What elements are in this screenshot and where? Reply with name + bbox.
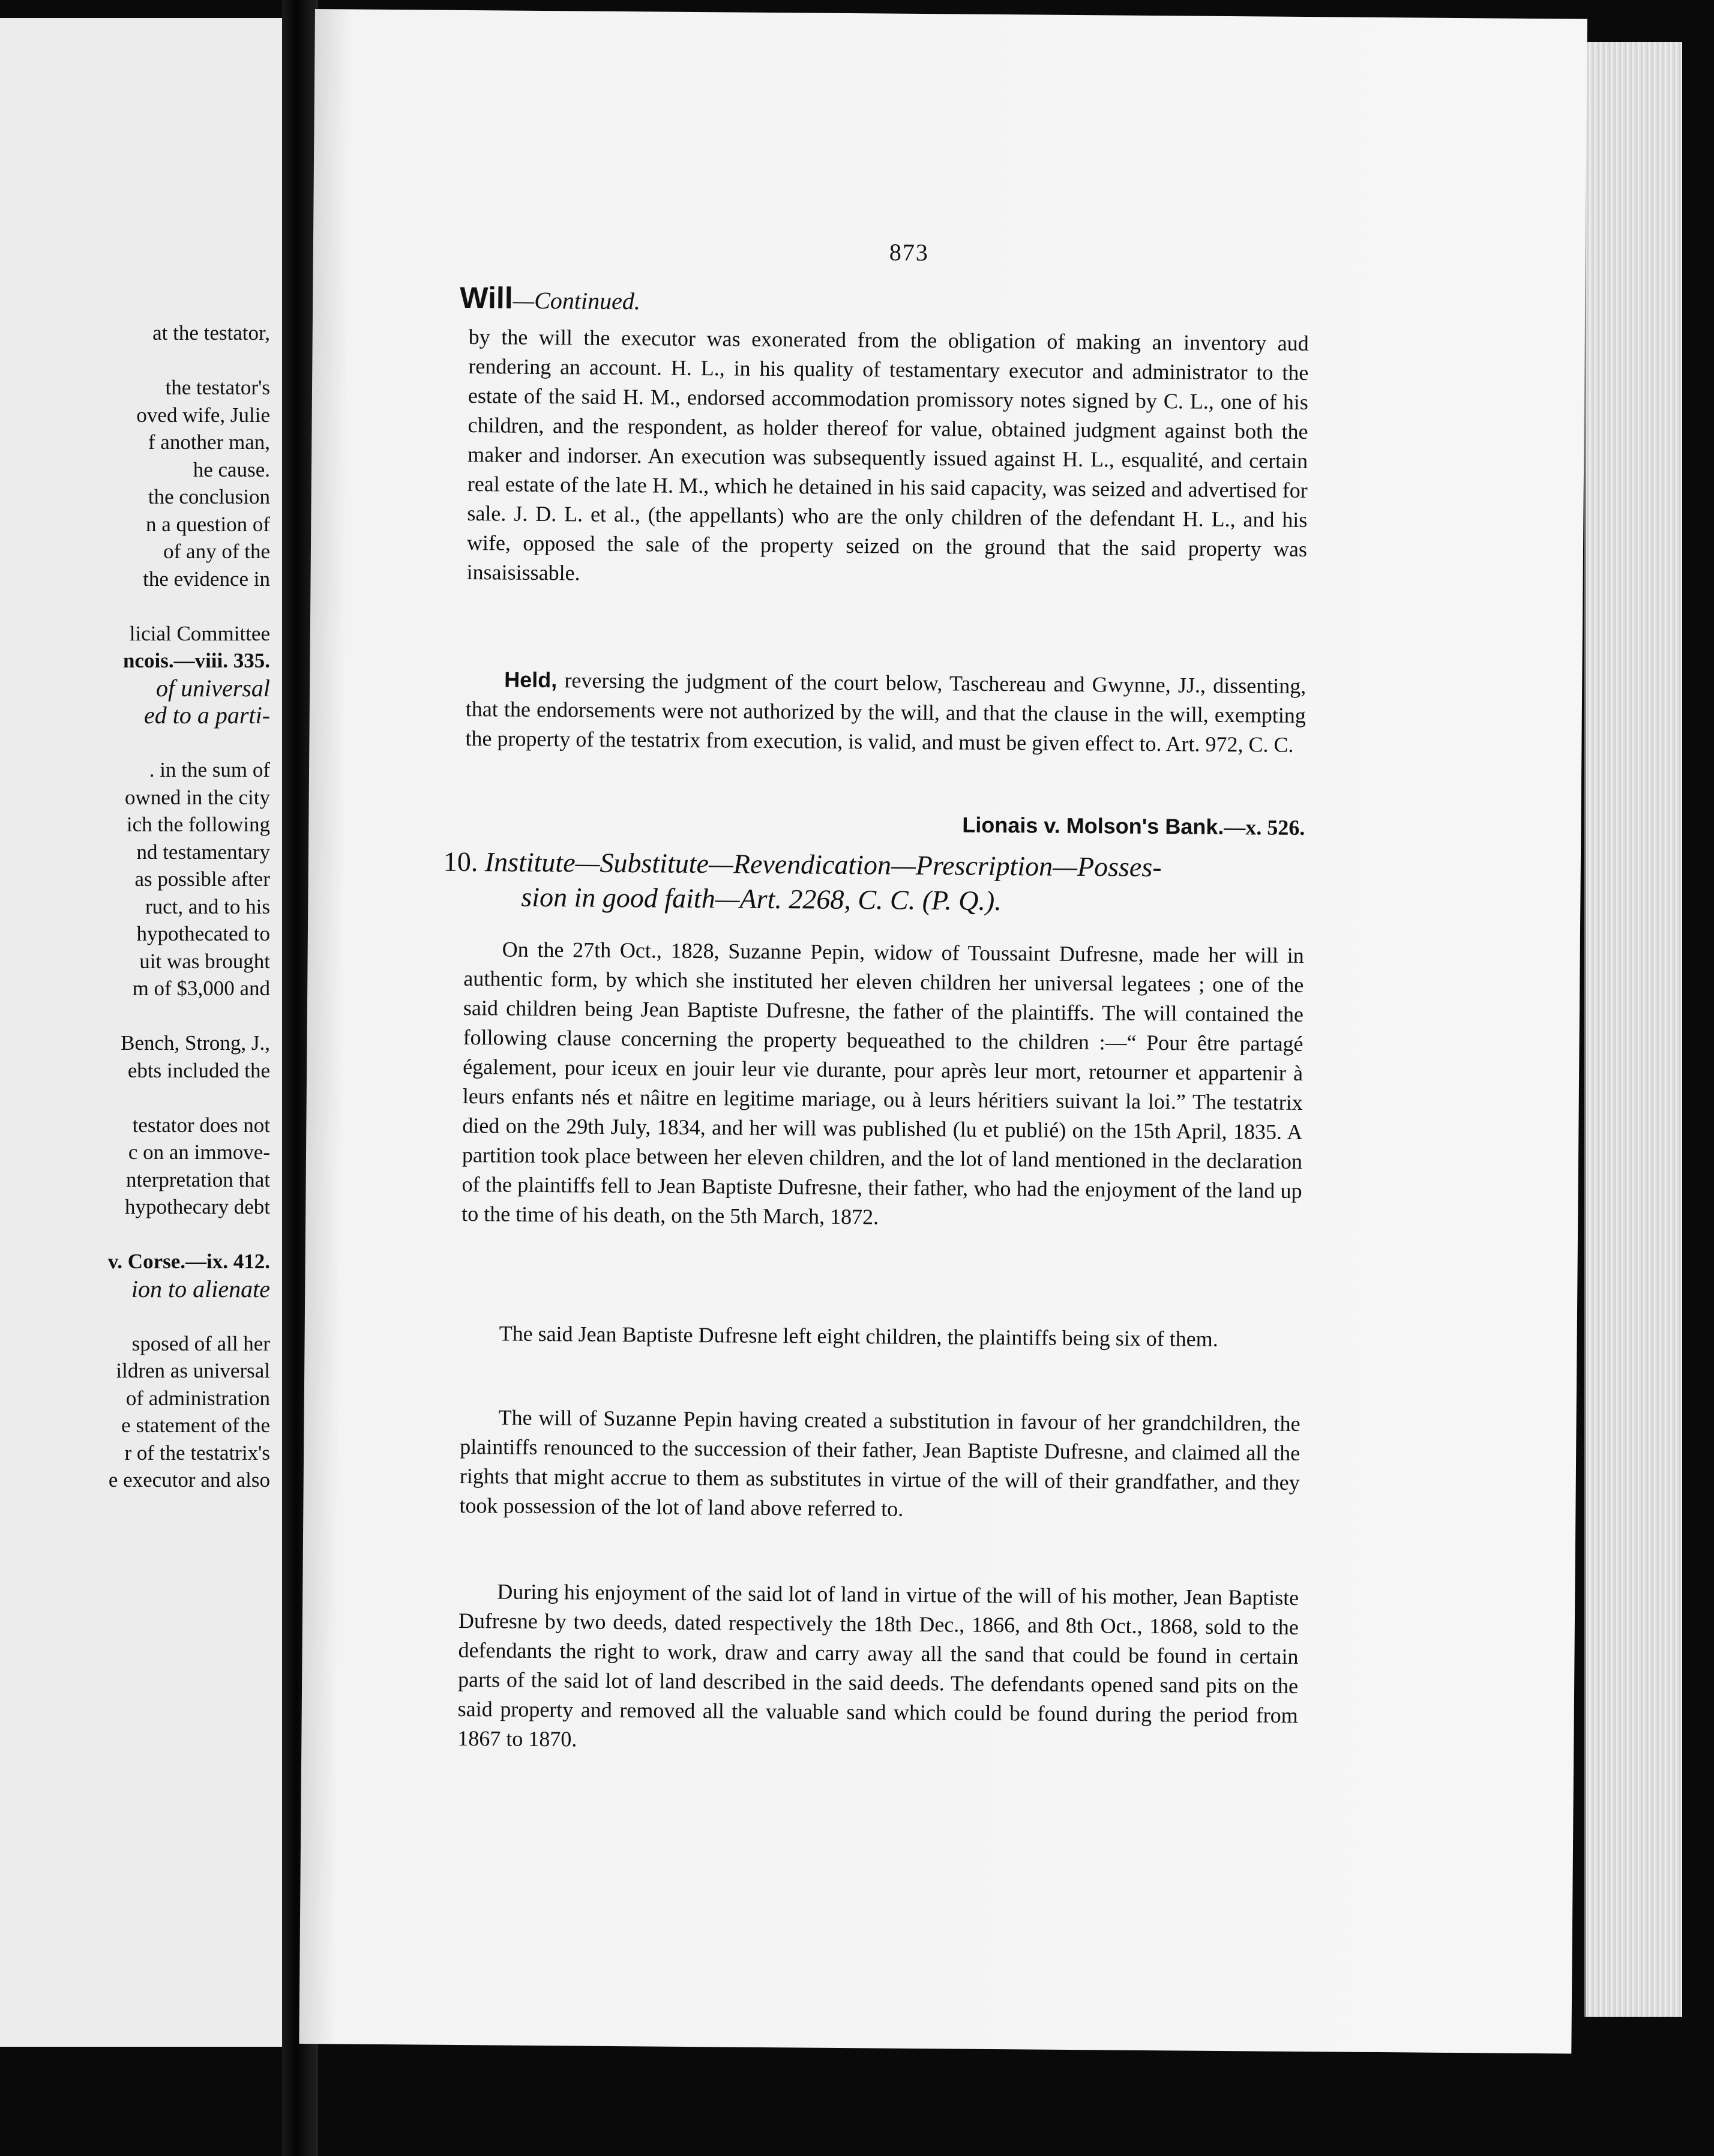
left-page-line: ncois.—viii. 335.: [122, 649, 270, 672]
case-citation: [909, 812, 1305, 840]
left-page-line: licial Committee: [129, 621, 270, 645]
left-page-line: ed to a parti-: [144, 702, 270, 729]
paragraph-substitution: The will of Suzanne Pepin having created a substitution in favour of her grandchildren, the plaintiffs renounced to the succession of their father, Jean Baptiste Dufresne, and claimed all the rights that might accrue to them as substitutes in virtue of the will of their grandfather, and they took possession of the lot of land above referred to.: [459, 1405, 1301, 1521]
left-page-line: nterpretation that: [125, 1167, 270, 1191]
left-page-line: the testator's: [165, 376, 270, 399]
page-edges: [1584, 42, 1682, 2017]
paragraph-children: The said Jean Baptiste Dufresne left eight children, the plaintiffs being six of them.: [499, 1321, 1218, 1351]
left-page-line: Bench, Strong, J.,: [121, 1031, 270, 1055]
left-page-line: owned in the city: [124, 785, 270, 809]
left-page-line: f another man,: [148, 430, 270, 454]
left-page-line: m of $3,000 and: [132, 977, 270, 1000]
left-page-line: at the testator,: [152, 321, 270, 345]
section-number: 10.: [443, 846, 478, 878]
paragraph-held: [465, 664, 1306, 760]
left-page-line: of administration: [125, 1386, 270, 1410]
left-page-line: ildren as universal: [116, 1359, 270, 1382]
left-page-line: c on an immove-: [128, 1140, 270, 1164]
running-head-word: Will: [460, 280, 513, 315]
left-page-line: of universal: [156, 674, 270, 702]
left-page-line: ion to alienate: [131, 1275, 270, 1302]
case-citation-ref: —x. 526.: [1224, 815, 1305, 840]
case-citation-name: Lionais v. Molson's Bank.: [962, 812, 1224, 839]
left-page-line: e executor and also: [108, 1468, 270, 1492]
section-heading-line-1: Institute—Substitute—Revendication—Prescription—Posses-: [484, 846, 1162, 883]
left-page-line: v. Corse.—ix. 412.: [107, 1250, 270, 1273]
left-page-line: the evidence in: [143, 567, 270, 591]
left-page-line: nd testamentary: [136, 840, 270, 864]
left-page-line: n a question of: [145, 512, 270, 536]
left-page-line: of any of the: [163, 540, 270, 563]
running-head: [460, 280, 640, 316]
left-page-line: as possible after: [134, 867, 270, 891]
left-page-line: hypothecary debt: [125, 1195, 270, 1218]
left-page-line: he cause.: [193, 457, 270, 481]
section-heading-line-2: sion in good faith—Art. 2268, C. C. (P. Q.).: [521, 881, 1002, 917]
paragraph-facts: On the 27th Oct., 1828, Suzanne Pepin, widow of Toussaint Dufresne, made her will in authentic form, by which she instituted her eleven children her universal legatees ; one of the said children being Jean Baptiste Dufresne, the father of the plaintiffs. The will contained the following clause concerning the property bequeathed to the children :—“ Pour être partagé également, pour iceux en jouir leur vie durante, pour après leur mort, retourner et appartenir à leurs enfants nés et nâitre en legitime mariage, ou à leurs héritiers suivant la loi.” The testatrix died on the 29th July, 1834, and her will was published (lu et publié) on the 15th April, 1835. A partition took place between her eleven children, and the lot of land mentioned in the declaration of the plaintiffs fell to Jean Baptiste Dufresne, their father, who had the enjoyment of the land up to the time of his death, on the 5th March, 1872.: [462, 937, 1304, 1229]
left-page-line: the conclusion: [148, 485, 270, 508]
paragraph-continued-case: by the will the executor was exonerated from the obligation of making an inventory aud rendering an account. H. L., in his quality of testamentary executor and administrator to the estate of the said H. M., endorsed accommodation promissory notes signed by C. L., one of his children, and the respondent, as holder thereof for value, obtained judgment against both the maker and indorser. An execution was subsequently issued against H. L., esqualité, and certain real estate of the late H. M., which he detained in his said capacity, was seized and advertised for sale. J. D. L. et al., (the appellants) who are the only children of the defendant H. L., and his wife, opposed the sale of the property seized on the ground that the said property was insaisissable.: [466, 325, 1309, 585]
left-page-line: uit was brought: [139, 949, 270, 973]
paragraph-sand-deeds: During his enjoyment of the said lot of land in virtue of the will of his mother, Jean Baptiste Dufresne by two deeds, dated respectively the 18th Dec., 1866, and 8th Oct., 1868, sold to the defendants the right to work, draw and carry away all the sand that could be found in certain parts of the said lot of land described in the said deeds. The defendants opened sand pits on the said property and removed all the valuable sand which could be found during the period from 1867 to 1870.: [457, 1579, 1299, 1751]
page-number: 873: [889, 238, 930, 266]
left-page-line: ruct, and to his: [145, 894, 270, 918]
left-page-line: . in the sum of: [149, 758, 270, 781]
left-page-line: oved wife, Julie: [136, 403, 270, 427]
section-heading-10: [443, 845, 1308, 921]
left-page-line: ebts included the: [127, 1058, 270, 1082]
left-page-line: testator does not: [132, 1113, 270, 1137]
held-label: Held,: [504, 667, 558, 693]
left-page-line: r of the testatrix's: [124, 1441, 270, 1465]
held-text: reversing the judgment of the court below, Taschereau and Gwynne, JJ., dissenting, that the endorsements were not authorized by the will, and that the clause in the will, exempting the property of the testatrix from execution, is valid, and must be given effect to. Art. 972, C. C.: [465, 668, 1307, 757]
left-facing-page: [0, 18, 282, 2047]
left-page-line: sposed of all her: [131, 1331, 270, 1355]
left-page-line: e statement of the: [121, 1414, 270, 1437]
left-page-line: hypothecated to: [136, 922, 270, 945]
left-page-line: ich the following: [126, 813, 270, 836]
main-page: [299, 9, 1587, 2054]
running-head-continued: —Continued.: [513, 286, 641, 315]
